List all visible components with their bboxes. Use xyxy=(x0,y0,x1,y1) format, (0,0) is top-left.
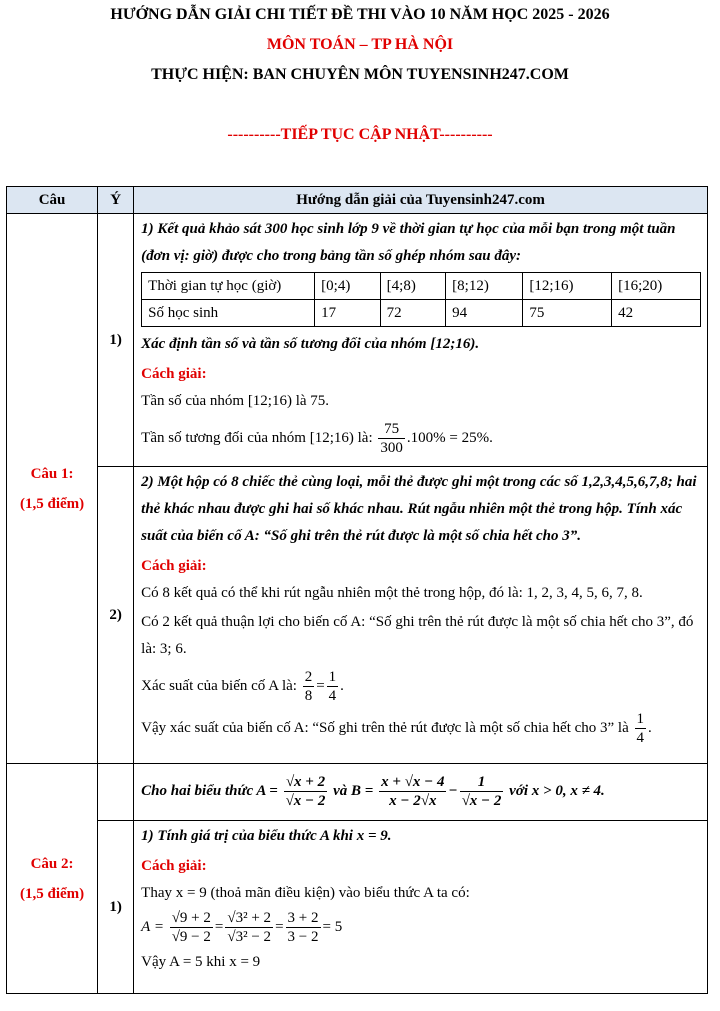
fraction-step-3 xyxy=(286,909,321,946)
q2-part1-calculation: A = $\frac{√9 + 2}{√9 - 2}$ = $\frac{\text{√3² + 2}}{\text{√3² − 2}}$ = $\frac{3 + 2}{3 - 2}$ = 5 xyxy=(141,910,343,945)
freq-cell: [8;12) xyxy=(446,273,523,300)
q1-part1-row xyxy=(7,214,708,467)
doc-subject: MÔN TOÁN – TP HÀ NỘI xyxy=(266,36,454,53)
q1-part1-answer-2 xyxy=(141,420,701,457)
fraction-denominator: √3² − 2 xyxy=(227,929,272,945)
intro-text: Cho hai biểu thức xyxy=(141,782,254,799)
fraction-numerator: x + √x − 4 xyxy=(381,773,445,790)
q1-part1-num: 1) xyxy=(98,214,134,467)
q1-part2-method-label: Cách giải: xyxy=(141,558,207,574)
freq-cell: [16;20) xyxy=(612,273,701,300)
expr-A-label: A = xyxy=(256,782,278,799)
fraction-75-300 xyxy=(378,420,405,457)
fraction-numerator: 2 xyxy=(304,669,313,685)
fraction-numerator: 3 + 2 xyxy=(287,910,319,926)
fraction-numerator: √9 + 2 xyxy=(171,910,211,926)
freq-cell: Số học sinh xyxy=(142,300,315,327)
q1-part1-method-label: Cách giải: xyxy=(141,366,207,382)
equals-sign: = xyxy=(316,677,325,694)
q2-part1-method-label: Cách giải: xyxy=(141,858,207,874)
q1-part1-ask: Xác định tần số và tần số tương đối của nhóm [12;16). xyxy=(141,336,480,352)
q2-intro-statement xyxy=(141,773,701,810)
q1-label xyxy=(7,214,98,764)
expr-B-label: B = xyxy=(351,782,374,799)
q1-number: Câu 1: xyxy=(30,465,74,482)
q2-intro-num xyxy=(98,764,134,821)
fraction-1-4 xyxy=(635,710,647,747)
q1-part2-row xyxy=(7,467,708,764)
doc-title: HƯỚNG DẪN GIẢI CHI TIẾT ĐỀ THI VÀO 10 NĂM HỌC 2025 - 2026 xyxy=(110,6,610,23)
q1-part1-answer-1: Tần số của nhóm [12;16) là 75. xyxy=(141,393,330,409)
answer-text: Vậy xác suất của biến cố A: “Số ghi trên thẻ rút được là một số chia hết cho 3” là xyxy=(141,719,629,736)
freq-cell: 94 xyxy=(446,300,523,327)
fraction-denominator: 3 − 2 xyxy=(287,929,319,945)
fraction-step-2 xyxy=(225,909,273,946)
fraction-denominator: 8 xyxy=(304,688,313,704)
fraction-denominator: 300 xyxy=(380,440,403,456)
fraction-B1 xyxy=(379,773,446,810)
q1-part2-line-2: Có 2 kết quả thuận lợi cho biến cố A: “Số ghi trên thẻ rút được là một số chia hết cho 3”, đó là: 3; 6. xyxy=(141,614,694,657)
freq-cell: [12;16) xyxy=(523,273,612,300)
q1-part2-line-1: Có 8 kết quả có thể khi rút ngẫu nhiên một thẻ trong hộp, đó là: 1, 2, 3, 4, 5, 6, 7, 8. xyxy=(141,585,643,601)
fraction-denominator: √9 − 2 xyxy=(171,929,211,945)
q1-part2-line-3: Xác suất của biến cố A là: $\frac{2}{8}$ = $\frac{1}{4}$ . xyxy=(141,669,344,704)
q2-part1-statement: 1) Tính giá trị của biểu thức A khi x = 9. xyxy=(141,828,392,844)
fraction-numerator: 1 xyxy=(636,711,645,727)
q1-part1-statement: 1) Kết quả khảo sát 300 học sinh lớp 9 về thời gian tự học của mỗi bạn trong một tuần (đơn vị: giờ) được cho trong bảng tần số ghép nhóm sau đây: xyxy=(141,221,676,264)
fraction-numerator: 1 xyxy=(328,669,337,685)
freq-cell: [0;4) xyxy=(315,273,381,300)
condition-text: với x > 0, x ≠ 4. xyxy=(509,782,605,799)
q1-points: (1,5 điểm) xyxy=(19,495,85,512)
col-y-header: Ý xyxy=(98,187,134,214)
fraction-denominator: √x − 2 xyxy=(461,792,502,809)
col-solution-header: Hướng dẫn giải của Tuyensinh247.com xyxy=(134,187,708,214)
freq-cell: [4;8) xyxy=(380,273,446,300)
q2-number: Câu 2: xyxy=(30,855,74,872)
fraction-numerator: √3² + 2 xyxy=(227,910,272,926)
q1-part2-num: 2) xyxy=(98,467,134,764)
q2-points: (1,5 điểm) xyxy=(19,885,85,902)
q1-part1-content xyxy=(134,214,708,467)
fraction-numerator: 75 xyxy=(378,420,405,439)
table-header-row xyxy=(7,187,708,214)
minus-sign: − xyxy=(448,782,458,799)
fraction-step-1 xyxy=(170,909,213,946)
calc-result: = 5 xyxy=(322,918,343,935)
fraction-denominator: x − 2√x xyxy=(389,792,437,809)
freq-value-row xyxy=(142,300,701,327)
q2-label xyxy=(7,764,98,994)
freq-cell: 17 xyxy=(315,300,381,327)
answer-text: .100% = 25%. xyxy=(406,429,493,446)
freq-cell: 75 xyxy=(523,300,612,327)
fraction-numerator: 1 xyxy=(460,773,504,792)
freq-cell: 72 xyxy=(380,300,446,327)
fraction-1-4 xyxy=(327,668,339,705)
freq-cell: Thời gian tự học (giờ) xyxy=(142,273,315,300)
doc-author: THỰC HIỆN: BAN CHUYÊN MÔN TUYENSINH247.COM xyxy=(151,66,569,83)
q1-part2-content xyxy=(134,467,708,764)
q2-part1-conclusion: Vậy A = 5 khi x = 9 xyxy=(141,954,261,970)
q2-intro-row xyxy=(7,764,708,821)
col-cau-header: Câu xyxy=(7,187,98,214)
q1-part2-line-4: Vậy xác suất của biến cố A: “Số ghi trên thẻ rút được là một số chia hết cho 3” là $\frac{1}{4}$ . xyxy=(141,711,652,746)
freq-header-row xyxy=(142,273,701,300)
update-notice: ----------TIẾP TỤC CẬP NHẬT---------- xyxy=(227,126,493,143)
and-text: và xyxy=(333,782,348,799)
fraction-denominator: 4 xyxy=(328,688,337,704)
calc-A-label: A = xyxy=(141,918,164,935)
fraction-denominator: √x − 2 xyxy=(285,792,326,809)
q2-part1-row xyxy=(7,821,708,994)
frequency-table xyxy=(141,272,701,327)
freq-cell: 42 xyxy=(612,300,701,327)
answer-text: Tần số tương đối của nhóm [12;16) là: xyxy=(141,429,373,446)
fraction-numerator: √x + 2 xyxy=(284,773,328,792)
fraction-B2 xyxy=(460,773,504,810)
solution-table xyxy=(6,186,708,994)
fraction-2-8 xyxy=(303,668,315,705)
q2-part1-substitution: Thay x = 9 (thoả mãn điều kiện) vào biểu thức A ta có: xyxy=(141,885,470,901)
fraction-denominator: 4 xyxy=(636,730,645,746)
fraction-A xyxy=(284,773,328,810)
q2-part1-content xyxy=(134,821,708,994)
answer-text: Xác suất của biến cố A là: xyxy=(141,677,297,694)
q2-part1-num: 1) xyxy=(98,821,134,994)
q2-intro-content xyxy=(134,764,708,821)
q1-part2-statement: 2) Một hộp có 8 chiếc thẻ cùng loại, mỗi thẻ được ghi một trong các số 1,2,3,4,5,6,7,8; hai thẻ khác nhau được ghi hai số khác nhau. Rút ngẫu nhiên một thẻ trong hộp. Tính xác suất của biến cố A: “Số ghi trên thẻ rút được là một số chia hết cho 3”. xyxy=(141,474,697,544)
